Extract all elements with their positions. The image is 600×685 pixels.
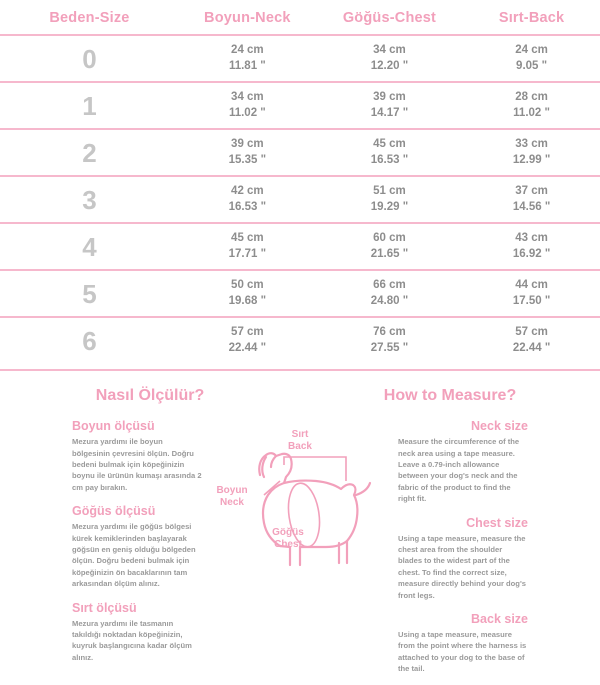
chest-imperial: 14.17 " bbox=[370, 106, 409, 119]
cell-size: 1 bbox=[82, 90, 97, 121]
neck-imperial: 16.53 " bbox=[228, 200, 267, 213]
neck-imperial: 15.35 " bbox=[228, 153, 267, 166]
table-row bbox=[0, 35, 600, 82]
en-chest-block bbox=[398, 516, 528, 601]
cell-chest bbox=[316, 270, 463, 317]
size-table-body bbox=[0, 35, 600, 363]
tr-neck-title: Boyun ölçüsü bbox=[72, 419, 155, 434]
en-back-block bbox=[398, 612, 528, 675]
cell-size: 0 bbox=[82, 43, 97, 74]
table-header-row bbox=[0, 0, 600, 35]
table-row bbox=[0, 129, 600, 176]
cell-chest bbox=[316, 35, 463, 82]
cell-size: 6 bbox=[82, 325, 97, 356]
neck-imperial: 19.68 " bbox=[228, 294, 267, 307]
cell-back bbox=[463, 82, 600, 129]
diagram-label-chest-en: Chest bbox=[274, 538, 302, 550]
heading-turkish: Nasıl Ölçülür? bbox=[95, 387, 205, 405]
diagram-label-back-en: Back bbox=[288, 440, 312, 452]
tr-chest-block bbox=[72, 504, 202, 589]
chest-imperial: 19.29 " bbox=[370, 200, 409, 213]
table-row bbox=[0, 176, 600, 223]
cell-neck bbox=[179, 270, 316, 317]
cell-back bbox=[463, 176, 600, 223]
cell-chest bbox=[316, 82, 463, 129]
neck-metric: 39 cm bbox=[231, 138, 264, 151]
chest-metric: 39 cm bbox=[373, 91, 406, 104]
en-neck-block bbox=[398, 419, 528, 504]
diagram-label-back-tr: Sırt bbox=[291, 429, 309, 441]
neck-metric: 57 cm bbox=[231, 326, 264, 339]
back-imperial: 14.56 " bbox=[512, 200, 551, 213]
table-row bbox=[0, 223, 600, 270]
diagram-column bbox=[208, 419, 392, 685]
tr-back-body: Mezura yardımı ile tasmanın takıldığı noktadan köpeğinizin, kuyruk başlangıcına kadar ölçüm alınız. bbox=[72, 618, 192, 662]
column-header-chest: Göğüs-Chest bbox=[342, 10, 437, 26]
neck-metric: 45 cm bbox=[231, 232, 264, 245]
neck-imperial: 11.02 " bbox=[228, 106, 266, 119]
back-imperial: 9.05 " bbox=[516, 59, 548, 72]
cell-back bbox=[463, 223, 600, 270]
chest-imperial: 27.55 " bbox=[370, 341, 409, 354]
neck-imperial: 17.71 " bbox=[228, 247, 267, 260]
back-metric: 28 cm bbox=[515, 91, 548, 104]
cell-back bbox=[463, 317, 600, 363]
diagram-label-back bbox=[270, 429, 330, 452]
cell-neck bbox=[179, 35, 316, 82]
cell-chest bbox=[316, 176, 463, 223]
cell-size: 3 bbox=[82, 184, 97, 215]
table-row bbox=[0, 317, 600, 363]
neck-measure-line bbox=[264, 481, 280, 495]
english-instructions bbox=[392, 419, 600, 685]
how-to-measure-section bbox=[0, 369, 600, 674]
tr-chest-title: Göğüs ölçüsü bbox=[72, 504, 156, 519]
chest-imperial: 16.53 " bbox=[370, 153, 409, 166]
chest-metric: 34 cm bbox=[373, 44, 406, 56]
section-headings bbox=[0, 381, 600, 405]
en-back-title: Back size bbox=[471, 611, 528, 626]
back-imperial: 17.50 " bbox=[512, 294, 551, 307]
chest-metric: 76 cm bbox=[373, 326, 406, 339]
chest-imperial: 21.65 " bbox=[370, 247, 409, 260]
chest-imperial: 12.20 " bbox=[370, 59, 409, 72]
size-table-header bbox=[0, 0, 600, 35]
instruction-columns bbox=[0, 419, 600, 685]
neck-imperial: 11.81 " bbox=[228, 59, 266, 72]
cell-neck bbox=[179, 317, 316, 363]
column-header-back: Sırt-Back bbox=[498, 10, 565, 26]
cell-neck bbox=[179, 82, 316, 129]
neck-metric: 24 cm bbox=[231, 44, 264, 56]
diagram-label-neck-tr: Boyun bbox=[216, 485, 248, 497]
chest-metric: 60 cm bbox=[373, 232, 406, 245]
back-imperial: 11.02 " bbox=[513, 106, 550, 119]
diagram-label-neck bbox=[202, 485, 262, 508]
column-header-size: Beden-Size bbox=[49, 10, 130, 26]
cell-size: 4 bbox=[82, 231, 97, 262]
chest-metric: 45 cm bbox=[373, 138, 406, 151]
back-metric: 33 cm bbox=[515, 138, 548, 151]
en-chest-title: Chest size bbox=[466, 515, 528, 530]
cell-back bbox=[463, 270, 600, 317]
diagram-label-neck-en: Neck bbox=[220, 496, 244, 508]
en-neck-body: Measure the circumference of the neck area using a tape measure. Leave a 0.79-inch allowance between your dog's neck and the fabric of the product to find the right fit. bbox=[398, 437, 520, 504]
table-row bbox=[0, 82, 600, 129]
chest-imperial: 24.80 " bbox=[370, 294, 409, 307]
tr-back-block bbox=[72, 601, 202, 664]
cell-neck bbox=[179, 223, 316, 270]
neck-metric: 34 cm bbox=[231, 91, 264, 104]
back-measure-bracket bbox=[284, 457, 346, 481]
neck-metric: 42 cm bbox=[231, 185, 264, 198]
diagram-label-chest bbox=[260, 527, 316, 550]
cell-chest bbox=[316, 317, 463, 363]
en-neck-title: Neck size bbox=[471, 419, 528, 434]
en-back-body: Using a tape measure, measure from the point where the harness is attached to your dog to the base of the tail. bbox=[398, 629, 527, 674]
back-metric: 37 cm bbox=[515, 185, 548, 198]
cell-back bbox=[463, 129, 600, 176]
back-metric: 57 cm bbox=[515, 326, 548, 339]
neck-imperial: 22.44 " bbox=[228, 341, 267, 354]
back-metric: 24 cm bbox=[515, 44, 548, 56]
neck-metric: 50 cm bbox=[231, 279, 264, 292]
back-imperial: 22.44 " bbox=[512, 341, 551, 354]
en-chest-body: Using a tape measure, measure the chest area from the shoulder blades to the widest part of the chest. To find the correct size, measure directly behind your dog's front legs. bbox=[398, 533, 526, 600]
turkish-instructions bbox=[0, 419, 208, 685]
cell-size: 2 bbox=[82, 137, 97, 168]
tr-neck-body: Mezura yardımı ile boyun bölgesinin çevresini ölçün. Doğru bedeni bulmak için köpeğinizin boynu ile ürünün kumaşı arasında 2 cm pay bırakın. bbox=[72, 437, 202, 492]
column-header-neck: Boyun-Neck bbox=[204, 10, 291, 26]
tr-chest-body: Mezura yardımı ile göğüs bölgesi kürek kemiklerinden başlayarak göğsün en geniş olduğu bölgeden ölçün. Doğru bedeni bulmak için köpeğinizin ön bacaklarının tam arkasından ölçüm alınız. bbox=[72, 522, 196, 589]
cell-neck bbox=[179, 129, 316, 176]
diagram-label-chest-tr: Göğüs bbox=[272, 527, 304, 539]
table-row bbox=[0, 270, 600, 317]
cell-chest bbox=[316, 223, 463, 270]
cell-chest bbox=[316, 129, 463, 176]
cell-back bbox=[463, 35, 600, 82]
chest-metric: 66 cm bbox=[373, 279, 406, 292]
tr-back-title: Sırt ölçüsü bbox=[72, 600, 137, 615]
dog-measurement-diagram bbox=[208, 423, 392, 593]
back-metric: 43 cm bbox=[515, 232, 548, 245]
back-imperial: 16.92 " bbox=[512, 247, 551, 260]
chest-metric: 51 cm bbox=[373, 185, 406, 198]
cell-size: 5 bbox=[82, 278, 97, 309]
cell-neck bbox=[179, 176, 316, 223]
tr-neck-block bbox=[72, 419, 202, 493]
heading-english: How to Measure? bbox=[383, 387, 517, 405]
back-imperial: 12.99 " bbox=[512, 153, 551, 166]
back-metric: 44 cm bbox=[515, 279, 548, 292]
